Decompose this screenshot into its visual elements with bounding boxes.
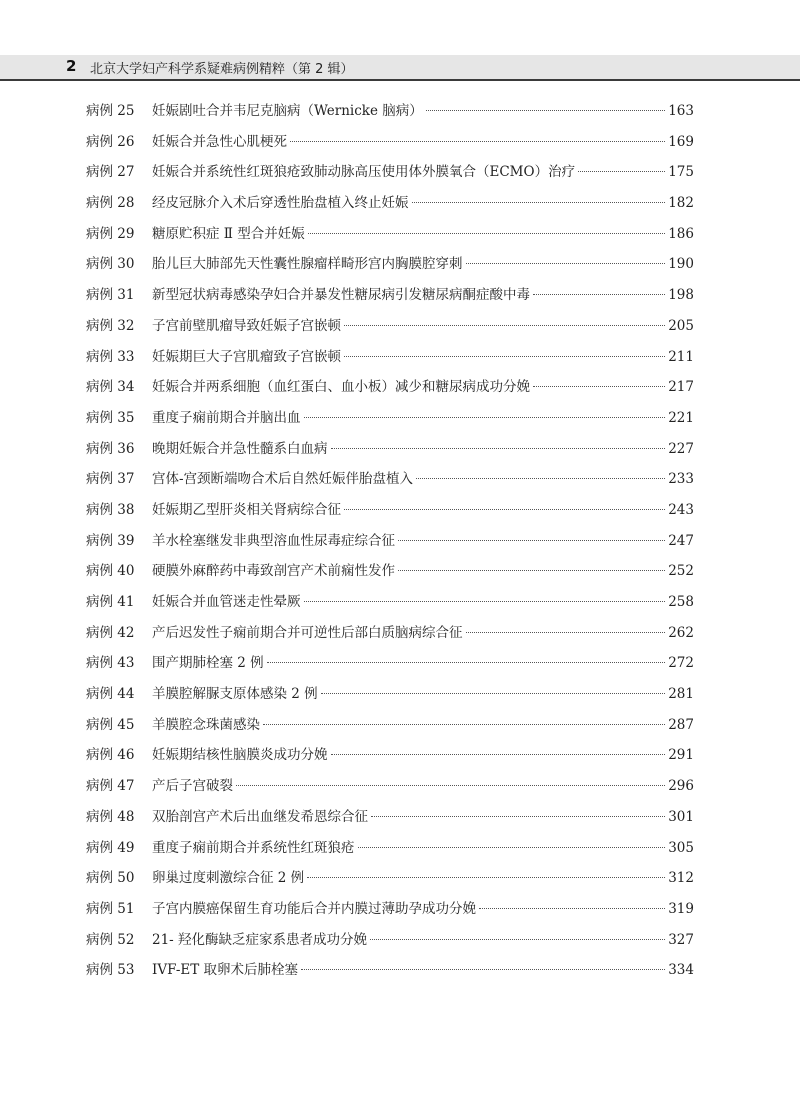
page-ref: 221 — [668, 409, 694, 426]
dot-leader — [308, 232, 665, 234]
case-number: 病例 34 — [86, 379, 135, 396]
toc-entry[interactable] — [86, 771, 694, 802]
dot-leader — [331, 447, 666, 449]
case-title: 子宫前壁肌瘤导致妊娠子宫嵌顿 — [152, 317, 341, 334]
case-number: 病例 47 — [86, 778, 135, 795]
toc-entry[interactable] — [86, 679, 694, 710]
toc-entry[interactable] — [86, 311, 694, 342]
page-ref: 327 — [668, 931, 694, 948]
page-ref: 163 — [668, 103, 694, 119]
toc-entry[interactable] — [86, 249, 694, 280]
page-ref: 262 — [668, 624, 694, 641]
case-number: 病例 38 — [86, 501, 135, 518]
case-number: 病例 44 — [86, 686, 135, 703]
toc-entry[interactable] — [86, 802, 694, 833]
case-number: 病例 52 — [86, 931, 135, 948]
toc-entry[interactable] — [86, 587, 694, 618]
toc-entry[interactable] — [86, 894, 694, 925]
dot-leader — [307, 876, 665, 878]
page-ref: 211 — [668, 348, 694, 365]
case-title: 产后迟发性子痫前期合并可逆性后部白质脑病综合征 — [152, 624, 463, 641]
dot-leader — [304, 416, 666, 418]
case-title: 妊娠合并血管迷走性晕厥 — [152, 594, 301, 610]
case-title: 妊娠期结核性脑膜炎成功分娩 — [152, 747, 328, 764]
dot-leader — [304, 600, 666, 602]
toc-entry[interactable] — [86, 925, 694, 956]
dot-leader — [344, 355, 665, 357]
dot-leader — [412, 201, 666, 203]
toc-entry[interactable] — [86, 710, 694, 741]
page-ref: 243 — [668, 501, 694, 518]
toc-entry[interactable] — [86, 863, 694, 894]
case-number: 病例 30 — [86, 256, 135, 273]
case-number: 病例 50 — [86, 870, 135, 887]
page-ref: 247 — [668, 532, 694, 549]
toc-entry[interactable] — [86, 618, 694, 649]
toc-entry[interactable] — [86, 648, 694, 679]
running-header — [0, 55, 800, 81]
dot-leader — [301, 968, 665, 970]
dot-leader — [466, 262, 666, 264]
dot-leader — [533, 385, 665, 387]
dot-leader — [479, 907, 665, 909]
dot-leader — [466, 631, 666, 633]
page-ref: 281 — [668, 686, 694, 703]
dot-leader — [370, 938, 665, 940]
dot-leader — [236, 784, 665, 786]
toc-entry[interactable] — [86, 157, 694, 188]
toc-entry[interactable] — [86, 833, 694, 864]
case-title: 妊娠合并急性心肌梗死 — [152, 133, 287, 150]
toc-entry[interactable] — [86, 403, 694, 434]
case-number: 病例 41 — [86, 594, 135, 610]
toc-entry[interactable] — [86, 96, 694, 127]
case-title: 卵巢过度刺激综合征 2 例 — [152, 870, 305, 887]
toc-entry[interactable] — [86, 219, 694, 250]
case-number: 病例 45 — [86, 716, 135, 733]
dot-leader — [331, 753, 666, 755]
case-number: 病例 27 — [86, 164, 135, 181]
case-number: 病例 28 — [86, 195, 135, 212]
dot-leader — [358, 846, 666, 848]
case-number: 病例 31 — [86, 287, 135, 304]
case-number: 病例 53 — [86, 962, 135, 979]
case-number: 病例 49 — [86, 839, 135, 856]
dot-leader — [267, 661, 666, 663]
page-ref: 305 — [668, 839, 694, 856]
page-ref: 301 — [668, 808, 694, 825]
page-ref: 272 — [668, 655, 694, 672]
case-title: 羊水栓塞继发非典型溶血性尿毒症综合征 — [152, 532, 395, 549]
case-number: 病例 36 — [86, 440, 135, 457]
page-ref: 227 — [668, 440, 694, 457]
page-ref: 217 — [668, 379, 694, 396]
case-number: 病例 46 — [86, 747, 135, 764]
case-title: 围产期肺栓塞 2 例 — [152, 655, 264, 672]
case-title: 妊娠剧吐合并韦尼克脑病（Wernicke 脑病） — [152, 103, 423, 119]
toc-entry[interactable] — [86, 464, 694, 495]
case-title: 胎儿巨大肺部先天性囊性腺瘤样畸形宫内胸膜腔穿刺 — [152, 256, 463, 273]
page-ref: 169 — [668, 133, 694, 150]
case-number: 病例 39 — [86, 532, 135, 549]
case-number: 病例 35 — [86, 409, 135, 426]
case-number: 病例 29 — [86, 225, 135, 242]
dot-leader — [344, 324, 665, 326]
page-ref: 252 — [668, 563, 694, 580]
case-title: 新型冠状病毒感染孕妇合并暴发性糖尿病引发糖尿病酮症酸中毒 — [152, 287, 530, 304]
case-title: 晚期妊娠合并急性髓系白血病 — [152, 440, 328, 457]
page-ref: 258 — [668, 594, 694, 610]
page-ref: 287 — [668, 716, 694, 733]
dot-leader — [290, 140, 665, 142]
dot-leader — [371, 815, 665, 817]
toc-entry[interactable] — [86, 280, 694, 311]
case-title: 妊娠合并两系细胞（血红蛋白、血小板）减少和糖尿病成功分娩 — [152, 379, 530, 396]
page-ref: 312 — [668, 870, 694, 887]
dot-leader — [426, 109, 665, 111]
table-of-contents — [86, 96, 694, 986]
toc-entry[interactable] — [86, 434, 694, 465]
page-ref: 182 — [668, 195, 694, 212]
case-title: 妊娠期巨大子宫肌瘤致子宫嵌顿 — [152, 348, 341, 365]
toc-entry[interactable] — [86, 556, 694, 587]
page-number: 2 — [66, 57, 77, 75]
case-title: 妊娠期乙型肝炎相关肾病综合征 — [152, 501, 341, 518]
page-ref: 296 — [668, 778, 694, 795]
toc-entry[interactable] — [86, 188, 694, 219]
toc-entry[interactable] — [86, 740, 694, 771]
dot-leader — [578, 170, 665, 172]
case-title: 羊膜腔念珠菌感染 — [152, 716, 260, 733]
case-number: 病例 40 — [86, 563, 135, 580]
toc-entry[interactable] — [86, 342, 694, 373]
page-ref: 175 — [668, 164, 694, 181]
dot-leader — [398, 569, 665, 571]
toc-entry[interactable] — [86, 127, 694, 158]
page-ref: 291 — [668, 747, 694, 764]
page-ref: 205 — [668, 317, 694, 334]
dot-leader — [321, 692, 666, 694]
dot-leader — [344, 508, 665, 510]
toc-entry[interactable] — [86, 372, 694, 403]
case-title: 产后子宫破裂 — [152, 778, 233, 795]
case-number: 病例 37 — [86, 471, 135, 488]
case-number: 病例 32 — [86, 317, 135, 334]
case-title: 宫体-宫颈断端吻合术后自然妊娠伴胎盘植入 — [152, 471, 414, 488]
case-title: 21- 羟化酶缺乏症家系患者成功分娩 — [152, 931, 368, 948]
case-number: 病例 43 — [86, 655, 135, 672]
case-title: 双胎剖宫产术后出血继发希恩综合征 — [152, 808, 368, 825]
case-title: 妊娠合并系统性红斑狼疮致肺动脉高压使用体外膜氧合（ECMO）治疗 — [152, 164, 576, 181]
dot-leader — [533, 293, 665, 295]
case-title: 子宫内膜癌保留生育功能后合并内膜过薄助孕成功分娩 — [152, 900, 476, 917]
toc-entry[interactable] — [86, 495, 694, 526]
book-title: 北京大学妇产科学系疑难病例精粹（第 2 辑） — [90, 62, 354, 77]
dot-leader — [416, 477, 665, 479]
case-number: 病例 42 — [86, 624, 135, 641]
case-title: 重度子痫前期合并脑出血 — [152, 409, 301, 426]
case-number: 病例 26 — [86, 133, 135, 150]
case-title: 重度子痫前期合并系统性红斑狼疮 — [152, 839, 355, 856]
case-title: 经皮冠脉介入术后穿透性胎盘植入终止妊娠 — [152, 195, 409, 212]
dot-leader — [398, 539, 665, 541]
page-ref: 186 — [668, 225, 694, 242]
case-title: 硬膜外麻醉药中毒致剖宫产术前痫性发作 — [152, 563, 395, 580]
case-number: 病例 33 — [86, 348, 135, 365]
case-number: 病例 48 — [86, 808, 135, 825]
page-ref: 233 — [668, 471, 694, 488]
page-ref: 319 — [668, 900, 694, 917]
page-ref: 334 — [668, 962, 694, 979]
page-ref: 190 — [668, 256, 694, 273]
case-number: 病例 51 — [86, 900, 135, 917]
case-number: 病例 25 — [86, 103, 135, 119]
page-ref: 198 — [668, 287, 694, 304]
case-title: IVF-ET 取卵术后肺栓塞 — [152, 962, 299, 979]
toc-entry[interactable] — [86, 526, 694, 557]
case-title: 糖原贮积症 Ⅱ 型合并妊娠 — [152, 225, 305, 242]
toc-entry[interactable] — [86, 955, 694, 986]
case-title: 羊膜腔解脲支原体感染 2 例 — [152, 686, 318, 703]
dot-leader — [263, 723, 665, 725]
